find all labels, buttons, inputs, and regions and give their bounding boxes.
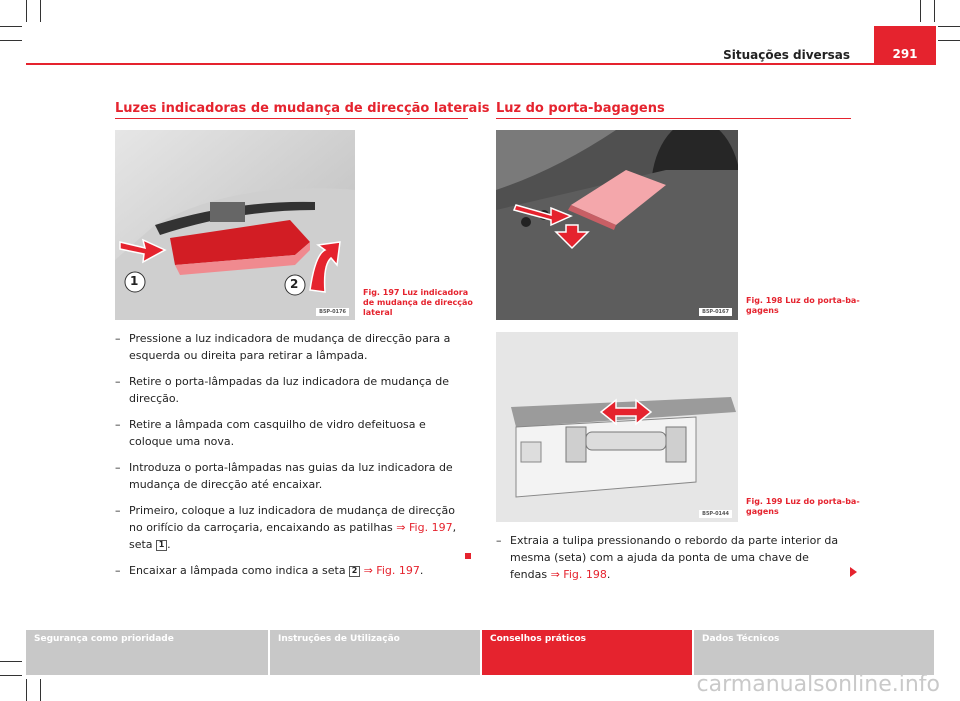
crop-mark: [934, 0, 935, 22]
watermark: carmanualsonline.info: [696, 672, 940, 697]
crop-mark: [0, 661, 22, 662]
list-item: – Introduza o porta-lâmpadas nas guias da luz indicadora de mudança de direcção até encaixar.: [115, 461, 453, 491]
callout-1: 1: [130, 274, 139, 288]
crop-mark: [40, 0, 41, 22]
running-header-title: Situações diversas: [723, 48, 850, 62]
instruction-list: [115, 330, 470, 588]
list-item: – Retire o porta-lâmpadas da luz indicadora de mudança de direcção.: [115, 375, 450, 405]
instruction-list: [496, 532, 846, 583]
page-number: 291: [874, 26, 936, 65]
figure-198-link[interactable]: ⇒ Fig. 198: [550, 568, 607, 581]
figure-198-caption: [746, 296, 860, 316]
section-end-marker: [465, 553, 471, 559]
figure-code: B5P-0144: [699, 510, 732, 518]
figure-197-link[interactable]: ⇒ Fig. 197: [396, 521, 453, 534]
caption-line: Fig. 199 Luz do porta-ba-: [746, 497, 860, 506]
section-rule: [496, 118, 851, 119]
list-item: – Extraia a tulipa pressionando o rebordo da parte interior da mesma (seta) com a ajuda da ponta de uma chave de fendas ⇒ Fig. 198.: [496, 534, 839, 581]
list-item: – Encaixar a lâmpada como indica a seta 2 ⇒ Fig. 197.: [115, 564, 424, 577]
crop-mark: [40, 679, 41, 701]
caption-line: Fig. 198 Luz do porta-ba-: [746, 296, 860, 305]
footer-tab-technical-data[interactable]: Dados Técnicos: [694, 630, 936, 675]
side-indicator-illustration: [115, 130, 355, 320]
figure-197-image: [115, 130, 355, 320]
list-item: – Primeiro, coloque a luz indicadora de mudança de direcção no orifício da carroçaria, encaixando as patilhas ⇒ Fig. 197, seta 1 .: [115, 504, 457, 551]
caption-line: lateral: [363, 308, 393, 317]
figure-198-image: [496, 130, 738, 320]
footer-tab-practical-advice[interactable]: Conselhos práticos: [482, 630, 694, 675]
footer-tab-safety[interactable]: Segurança como prioridade: [26, 630, 270, 675]
crop-mark: [0, 675, 22, 676]
crop-mark: [26, 679, 27, 701]
boot-light-bulb-illustration: [496, 332, 738, 522]
figure-code: B5P-0176: [316, 308, 349, 316]
list-item: – Retire a lâmpada com casquilho de vidro defeituosa e coloque uma nova.: [115, 418, 426, 448]
crop-mark: [0, 26, 22, 27]
section-title-side-indicators: Luzes indicadoras de mudança de direcção laterais: [115, 101, 490, 116]
figure-code: B5P-0167: [699, 308, 732, 316]
header-rule: [26, 63, 936, 65]
crop-mark: [938, 26, 960, 27]
caption-line: gagens: [746, 507, 779, 516]
section-rule: [115, 118, 468, 119]
caption-line: Fig. 197 Luz indicadora: [363, 288, 469, 297]
figure-197-link[interactable]: ⇒ Fig. 197: [363, 564, 420, 577]
boot-light-illustration: [496, 130, 738, 320]
figure-197-caption: [363, 288, 473, 318]
footer-navigation: [26, 630, 936, 675]
section-title-boot-light: Luz do porta-bagagens: [496, 101, 665, 116]
list-item: – Pressione a luz indicadora de mudança de direcção para a esquerda ou direita para retirar a lâmpada.: [115, 332, 451, 362]
callout-badge-2: 2: [349, 566, 360, 577]
figure-199-caption: [746, 497, 860, 517]
figure-199-image: [496, 332, 738, 522]
crop-mark: [920, 0, 921, 22]
crop-mark: [938, 40, 960, 41]
callout-2: 2: [290, 277, 299, 291]
crop-mark: [0, 40, 22, 41]
callout-badge-1: 1: [156, 540, 167, 551]
caption-line: gagens: [746, 306, 779, 315]
crop-mark: [26, 0, 27, 22]
caption-line: de mudança de direcção: [363, 298, 473, 307]
continue-arrow-icon: [850, 567, 857, 577]
footer-tab-instructions[interactable]: Instruções de Utilização: [270, 630, 482, 675]
